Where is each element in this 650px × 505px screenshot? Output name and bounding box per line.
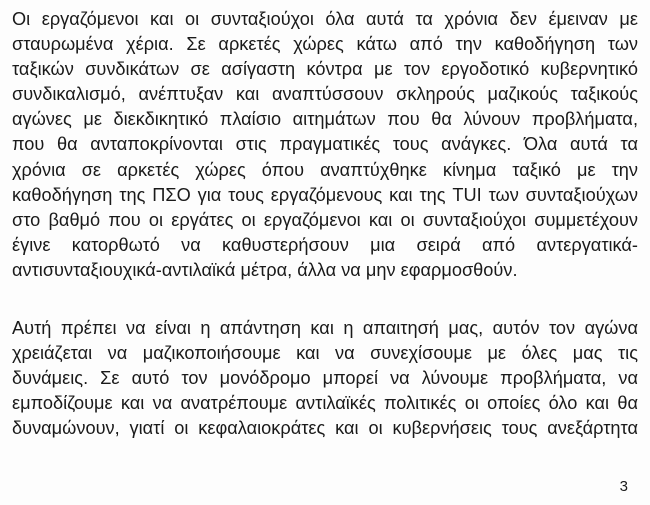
paragraph-1-line-11: αντισυνταξιουχικά-αντιλαϊκά μέτρα, άλλα να μην εφαρμοσθούν. <box>12 259 518 280</box>
paragraph-1-line-3: ταξικών συνδικάτων σε ασίγαστη κόντρα με τον εργοδοτικό κυβερνητικό <box>12 59 638 80</box>
paragraph-2-line-5: δυναμώνουν, γιατί οι κεφαλαιοκράτες και οι κυβερνήσεις τους ανεξάρτητα <box>12 418 638 439</box>
paragraph-1 <box>12 7 638 283</box>
paragraph-1-line-7: χρόνια σε αρκετές χώρες όπου αναπτύχθηκε κίνημα ταξικό με την <box>12 159 638 180</box>
paragraph-2 <box>12 316 638 441</box>
paragraph-2-line-2: χρειάζεται να μαζικοποιήσουμε και να συνεχίσουμε με όλες μας τις <box>12 343 638 364</box>
paragraph-1-line-9: στο βαθμό που οι εργάτες οι εργαζόμενοι και οι συνταξιούχοι συμμετέχουν <box>12 209 638 230</box>
paragraph-1-line-6: που θα ανταποκρίνονται στις πραγματικές τους ανάγκες. Όλα αυτά τα <box>12 134 638 155</box>
page-number: 3 <box>619 478 628 495</box>
paragraph-1-line-4: συνδικαλισμό, ανέπτυξαν και αναπτύσσουν σκληρούς μαζικούς ταξικούς <box>12 84 638 105</box>
paragraph-1-line-1: Οι εργαζόμενοι και οι συνταξιούχοι όλα αυτά τα χρόνια δεν έμειναν με <box>12 9 638 29</box>
paragraph-1-line-2: σταυρωμένα χέρια. Σε αρκετές χώρες κάτω από την καθοδήγηση των <box>12 34 638 55</box>
paragraph-2-line-4: εμποδίζουμε και να ανατρέπουμε αντιλαϊκές πολιτικές οι οποίες όλο και θα <box>12 393 638 414</box>
paragraph-1-line-10: έγινε κατορθωτό να καθυστερήσουν μια σειρά από αντεργατικά- <box>12 234 638 255</box>
paragraph-2-line-3: δυνάμεις. Σε αυτό τον μονόδρομο μπορεί να λύνουμε προβλήματα, να <box>12 368 638 389</box>
paragraph-2-line-1: Αυτή πρέπει να είναι η απάντηση και η απαιτησή μας, αυτόν τον αγώνα <box>12 318 638 338</box>
paragraph-1-line-5: αγώνες με διεκδικητικό πλαίσιο αιτημάτων που θα λύνουν προβλήματα, <box>12 109 638 130</box>
paragraph-1-line-8: καθοδήγηση της ΠΣΟ για τους εργαζόμενους και της TUI των συνταξιούχων <box>12 184 638 205</box>
